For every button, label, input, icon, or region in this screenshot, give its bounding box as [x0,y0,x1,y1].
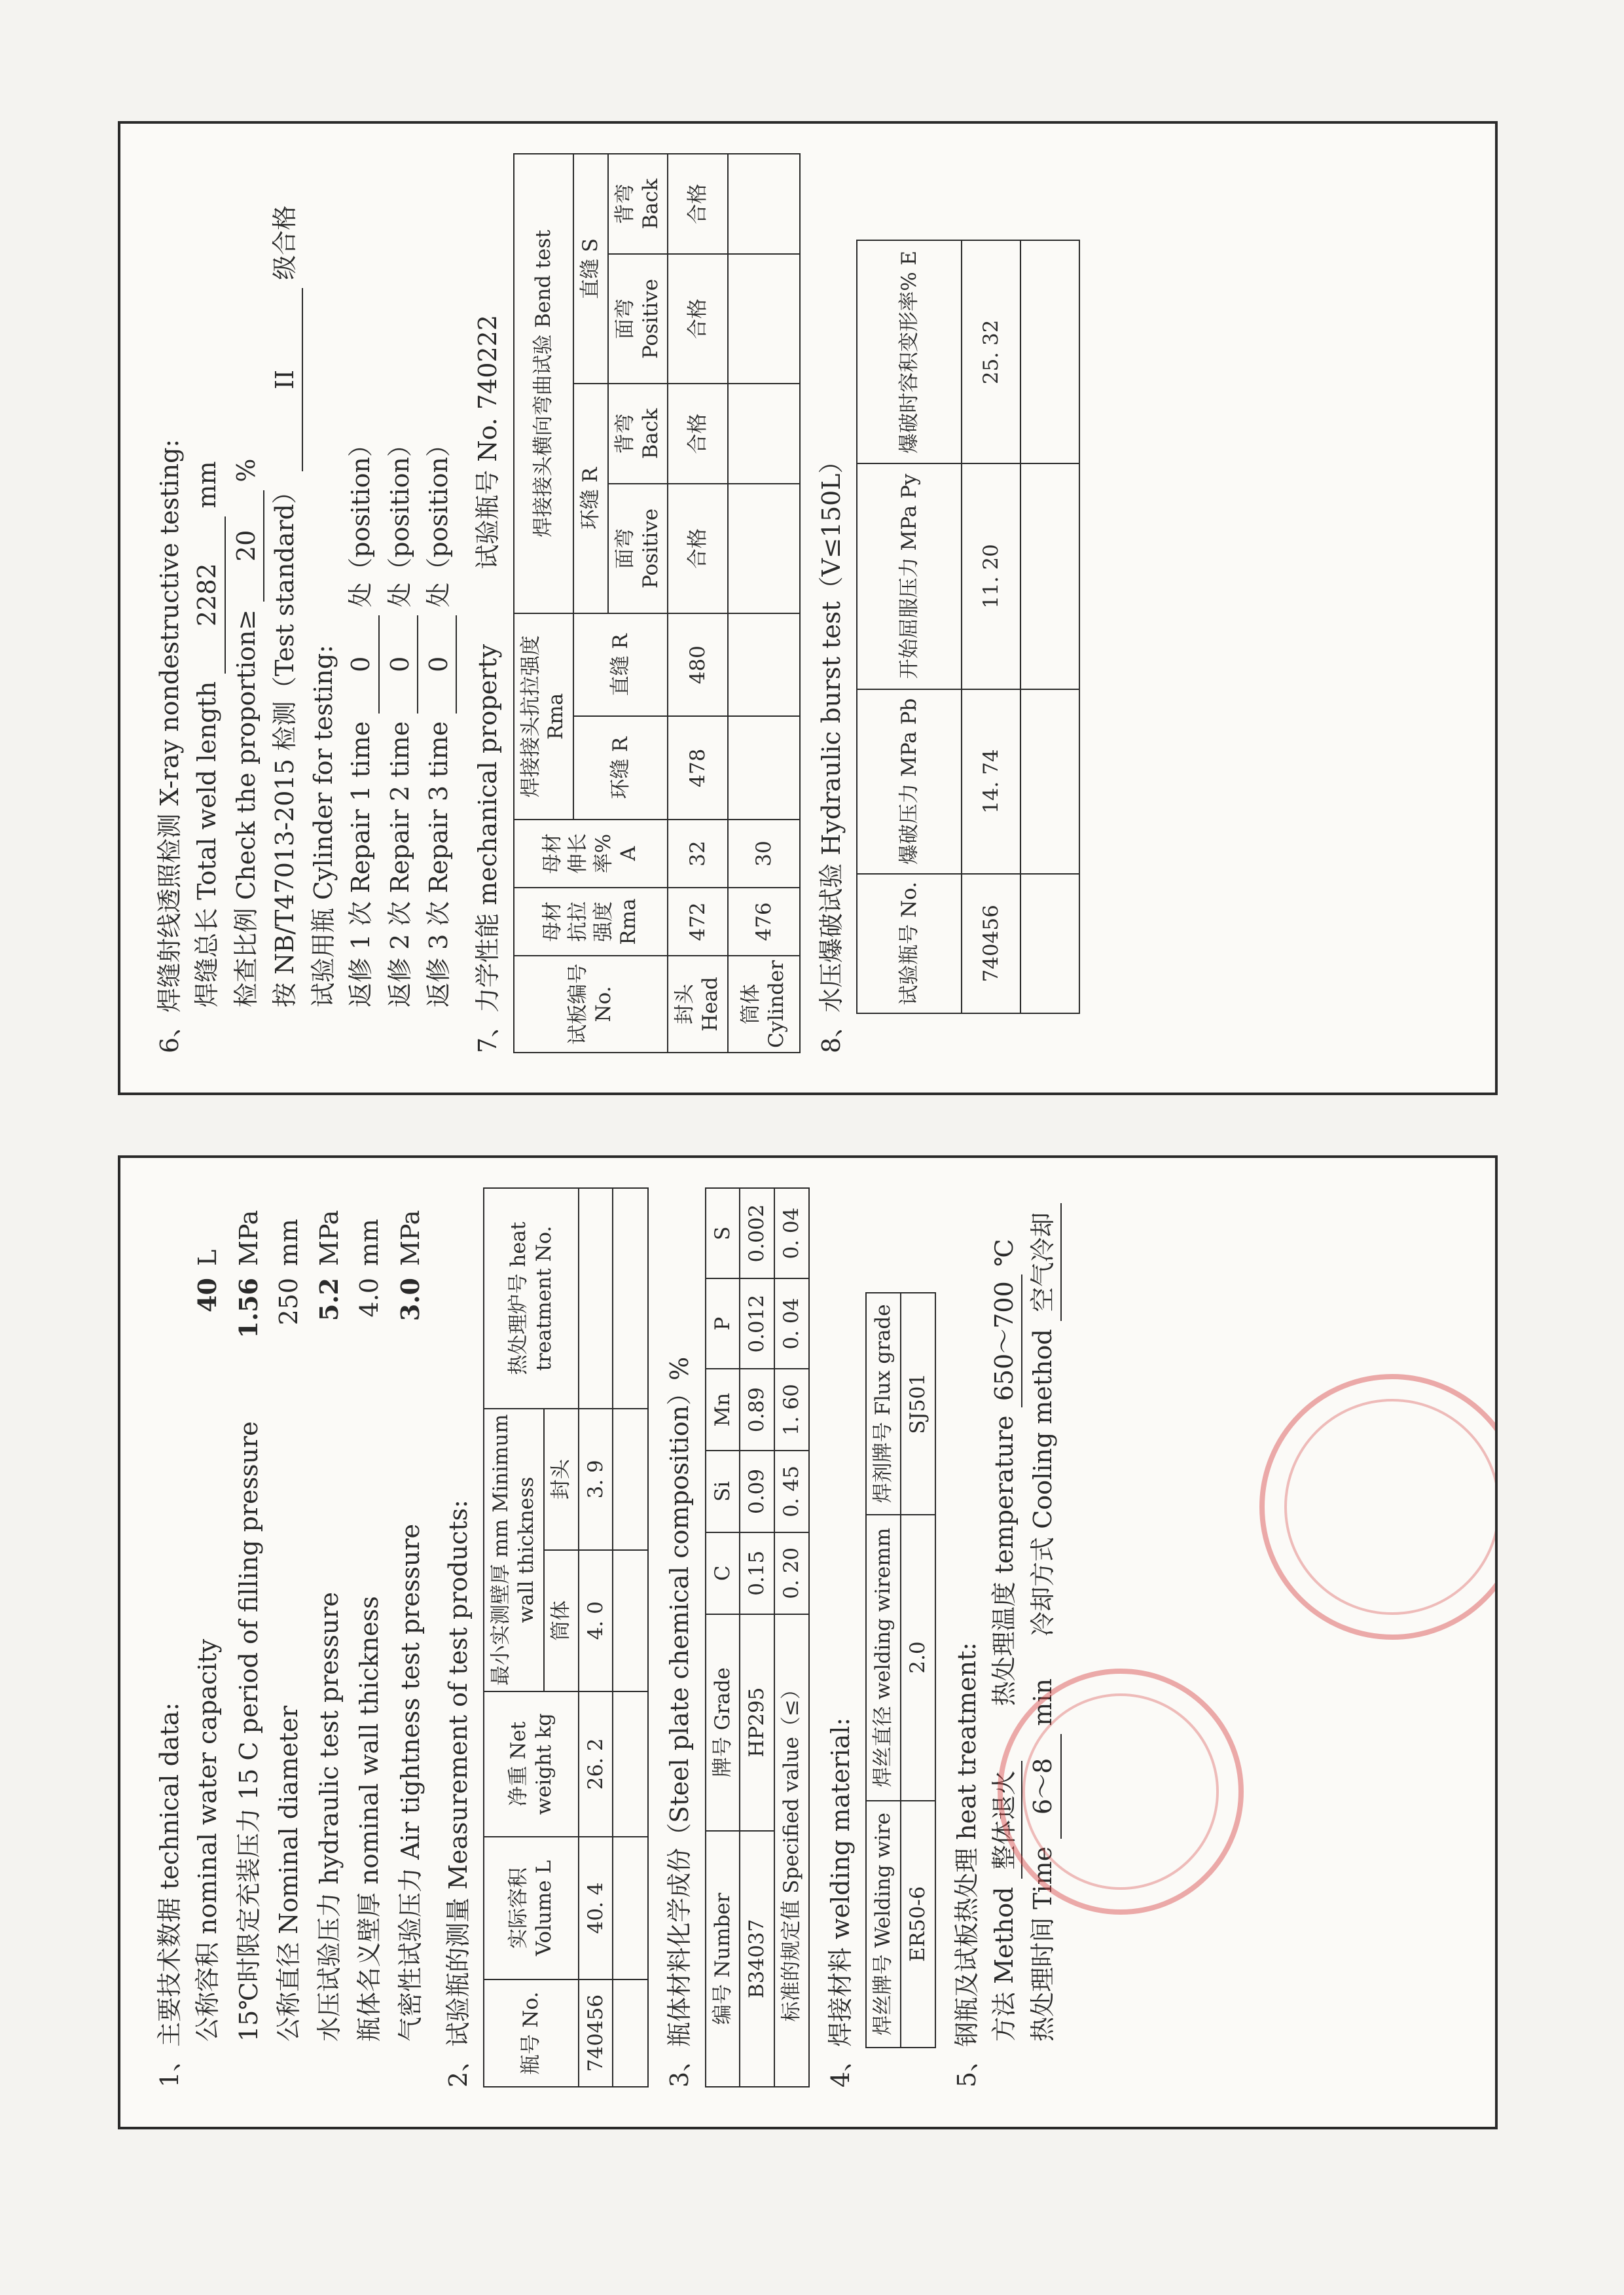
spec-unit: MPa [315,1210,344,1266]
spec-unit: MPa [395,1210,425,1266]
col-base-rma: 母材抗拉强度 Rma [514,888,668,956]
temperature-label: 热处理温度 temperature [990,1415,1019,1707]
panel-content-rotated [120,1158,1495,2127]
cell-spec-label: 标准的规定值 Specified value（≤） [774,1614,809,2087]
method-value: 整体退火 [988,1761,1022,1879]
cooling-value: 空气冷却 [1026,1203,1061,1321]
cell-bottle-no: 740456 [579,1979,613,2087]
cell-r-face [728,484,800,613]
temperature-value: 650～700 [988,1274,1022,1407]
col-wall-cylinder: 筒体 [544,1550,579,1691]
proportion-row [230,153,264,1053]
cell-grade: HP295 [740,1614,774,1831]
cell-burst-e: 25. 32 [962,241,1020,464]
repair-3-value: 0 [422,615,457,714]
col-burst-pb: 爆破压力 MPa Pb [857,689,962,874]
cell-r-back: 合格 [668,384,728,484]
cell-straight [728,613,800,717]
spec-row [272,1187,306,2042]
cell-straight: 480 [668,613,728,717]
cell-p: 0.012 [740,1278,774,1369]
spec-row [190,1187,225,2042]
repair-3-label: 返修 3 次 Repair 3 time [424,721,454,1007]
col-bend-straight: 直缝 S [573,154,608,384]
temperature-unit: ℃ [990,1238,1019,1267]
section-2-title: 2、试验瓶的测量 Measurement of test products: [444,1500,473,2087]
panel-technical-data [118,1155,1498,2129]
repair-row-3 [422,153,457,1053]
cell-burst-py: 11. 20 [962,463,1020,689]
cell-rma: 476 [728,888,800,956]
col-plate-no: 试板编号 No. [514,956,668,1053]
panel-content-rotated [120,124,1495,1093]
col-net-weight: 净重 Net weight kg [484,1691,578,1837]
spec-unit: L [193,1249,223,1266]
cooling-label: 冷却方式 Cooling method [1028,1329,1058,1636]
weld-length-row [190,153,225,1053]
proportion-value: 20 [230,490,264,602]
spec-label: 水压试验压力 hydraulic test pressure [315,1591,344,2042]
spec-unit: mm [274,1218,303,1266]
col-base-elongation: 母材伸长率% A [514,820,668,888]
cell-a: 30 [728,820,800,888]
proportion-unit: % [231,458,261,482]
col-burst-py: 开始屈服压力 MPa Py [857,463,962,689]
repair-2-value: 0 [384,615,418,714]
section-4-title: 4、焊接材料 welding material: [825,1717,855,2087]
cell-no: 筒体 Cylinder [728,956,800,1053]
heat-treatment-row-2 [1026,1187,1061,2087]
technical-data-list [190,1187,427,2087]
repair-2-label: 返修 2 次 Repair 2 time [385,721,414,1007]
cell-rma: 472 [668,888,728,956]
repair-3-suffix: 处（position） [424,432,454,607]
col-weld-tensile: 焊接接头抗拉强度 Rma [514,613,574,820]
standard-suffix: 级合格 [270,205,299,280]
cell-volume: 40. 4 [579,1837,613,1979]
cell-burst-pb: 14. 74 [962,689,1020,874]
welding-material-table [865,1292,936,2048]
repair-row-1 [344,153,379,1053]
cell-burst-no: 740456 [962,874,1020,1013]
heat-treatment-row-1 [988,1187,1022,2087]
col-bend-test: 焊接接头横向弯曲试验 Bend test [514,154,574,613]
col-element-mn: Mn [706,1369,740,1451]
repair-2-suffix: 处（position） [385,432,414,607]
cell-number: B34037 [740,1831,774,2087]
weld-length-unit: mm [192,461,222,509]
cell-s-face [728,254,800,384]
cell-flux-grade: SJ501 [901,1293,935,1515]
col-burst-no: 试验瓶号 No. [857,874,962,1013]
mechanical-property-table [513,153,801,1053]
table-row [668,154,728,1053]
spec-label: 公称容积 nominal water capacity [193,1638,223,2042]
chemical-composition-table [705,1187,810,2087]
spec-label: 气密性试验压力 Air tightness test pressure [395,1523,425,2042]
col-welding-wire: 焊丝牌号 Welding wire [866,1801,901,2048]
table-row [728,154,800,1053]
section-8-title: 8、水压爆破试验 Hydraulic burst test（V≤150L） [816,448,846,1053]
section-7-title: 7、力学性能 mechanical property [473,643,503,1053]
spec-value: 1.56 [233,1278,263,1339]
cell-wall-head: 3. 9 [579,1409,613,1550]
spec-row [232,1187,266,2042]
col-flux-grade: 焊剂牌号 Flux grade [866,1293,901,1515]
test-bottle-number: 试验瓶号 No. 740222 [473,314,503,569]
cell-c: 0.15 [740,1532,774,1614]
col-wire-diameter: 焊丝直径 welding wiremm [866,1515,901,1801]
col-element-c: C [706,1532,740,1614]
repair-row-2 [384,153,418,1053]
proportion-label: 检查比例 Check the proportion≥ [231,609,261,1007]
col-volume: 实际容积 Volume L [484,1837,578,1979]
cell-r-back [728,384,800,484]
section-3-title: 3、瓶体材料化学成份（Steel plate chemical composition）% [665,1356,695,2087]
section-5-title: 5、钢瓶及试板热处理 heat treatment: [952,1642,981,2087]
weld-length-label: 焊缝总长 Total weld length [192,681,222,1007]
time-unit: min [1028,1678,1058,1726]
spec-unit: MPa [234,1210,263,1266]
cell-no: 封头 Head [668,956,728,1053]
col-weld-ring: 环缝 R [573,716,668,820]
col-bend-ring-back: 背弯 Back [608,384,668,484]
cell-wire-diameter: 2.0 [901,1515,935,1801]
col-element-si: Si [706,1451,740,1532]
col-wall-head: 封头 [544,1409,579,1550]
col-heat-no: 热处理炉号 heat treatment No. [484,1188,578,1409]
cell-s-back: 合格 [668,154,728,254]
cell-spec-s: 0. 04 [774,1188,809,1278]
standard-label: 按 NB/T47013-2015 检测（Test standard） [270,479,299,1007]
col-bottle-no: 瓶号 No. [484,1979,578,2087]
col-element-s: S [706,1188,740,1278]
col-number: 编号 Number [706,1831,740,2087]
col-min-wall: 最小实测壁厚 mm Minimum wall thickness [484,1409,544,1691]
section-6-title: 6、焊缝射线透照检测 X-ray nondestructive testing: [155,439,184,1053]
col-grade: 牌号 Grade [706,1614,740,1831]
cell-s-back [728,154,800,254]
cell-s-face: 合格 [668,254,728,384]
spec-label: 公称直径 Nominal diameter [274,1705,303,2042]
spec-row [312,1187,346,2042]
section-7-title-row [471,153,505,1053]
cell-heat-no [579,1188,613,1409]
table-row [740,1188,774,2087]
spec-value: 250 [274,1278,303,1326]
spec-label: 瓶体名义壁厚 nominal wall thickness [355,1596,384,2042]
weld-length-value: 2282 [190,516,225,674]
standard-grade: II [268,288,303,471]
measurement-table [483,1187,649,2087]
cell-ring: 478 [668,716,728,820]
cell-s: 0.002 [740,1188,774,1278]
time-value: 6～8 [1026,1734,1061,1839]
method-label: 方法 Method [990,1887,1019,2042]
cell-net-weight: 26. 2 [579,1691,613,1837]
panel-inspection-results [118,121,1498,1095]
cell-a: 32 [668,820,728,888]
col-bend-straight-back: 背弯 Back [608,154,668,254]
cell-ring [728,716,800,820]
col-bend-ring: 环缝 R [573,384,608,613]
table-row [962,241,1020,1014]
spec-value: 40 [192,1278,223,1312]
cell-mn: 0.89 [740,1369,774,1451]
cell-si: 0.09 [740,1451,774,1532]
spec-unit: mm [355,1218,384,1266]
section-1-title: 1、主要技术数据 technical data: [155,1702,184,2087]
burst-test-table [856,240,1080,1015]
col-element-p: P [706,1278,740,1369]
repair-1-value: 0 [344,615,379,714]
spec-value: 5.2 [314,1278,344,1322]
spec-row [353,1187,386,2042]
cell-wall-cylinder: 4. 0 [579,1550,613,1691]
cell-r-face: 合格 [668,484,728,613]
col-bend-ring-face: 面弯 Positive [608,484,668,613]
table-row [901,1293,935,2048]
repair-1-label: 返修 1 次 Repair 1 time [346,721,376,1007]
spec-value: 3.0 [395,1278,425,1322]
spec-row [393,1187,427,2042]
cylinder-label: 试验用瓶 Cylinder for testing: [309,645,338,1007]
repair-1-suffix: 处（position） [346,432,376,607]
spec-label: 15℃时限定充装压力 15 C period of filling pressure [234,1421,263,2042]
cell-spec-mn: 1. 60 [774,1369,809,1451]
time-label: 热处理时间 Time [1028,1846,1058,2042]
col-bend-straight-face: 面弯 Positive [608,254,668,384]
col-weld-straight: 直缝 R [573,613,668,717]
standard-row [268,153,303,1053]
table-row [774,1188,809,2087]
cell-spec-p: 0. 04 [774,1278,809,1369]
col-burst-e: 爆破时容积变形率% E [857,241,962,464]
cell-welding-wire: ER50-6 [901,1801,935,2048]
cell-spec-c: 0. 20 [774,1532,809,1614]
table-row [579,1188,613,2087]
spec-value: 4.0 [355,1278,384,1318]
cell-spec-si: 0. 45 [774,1451,809,1532]
